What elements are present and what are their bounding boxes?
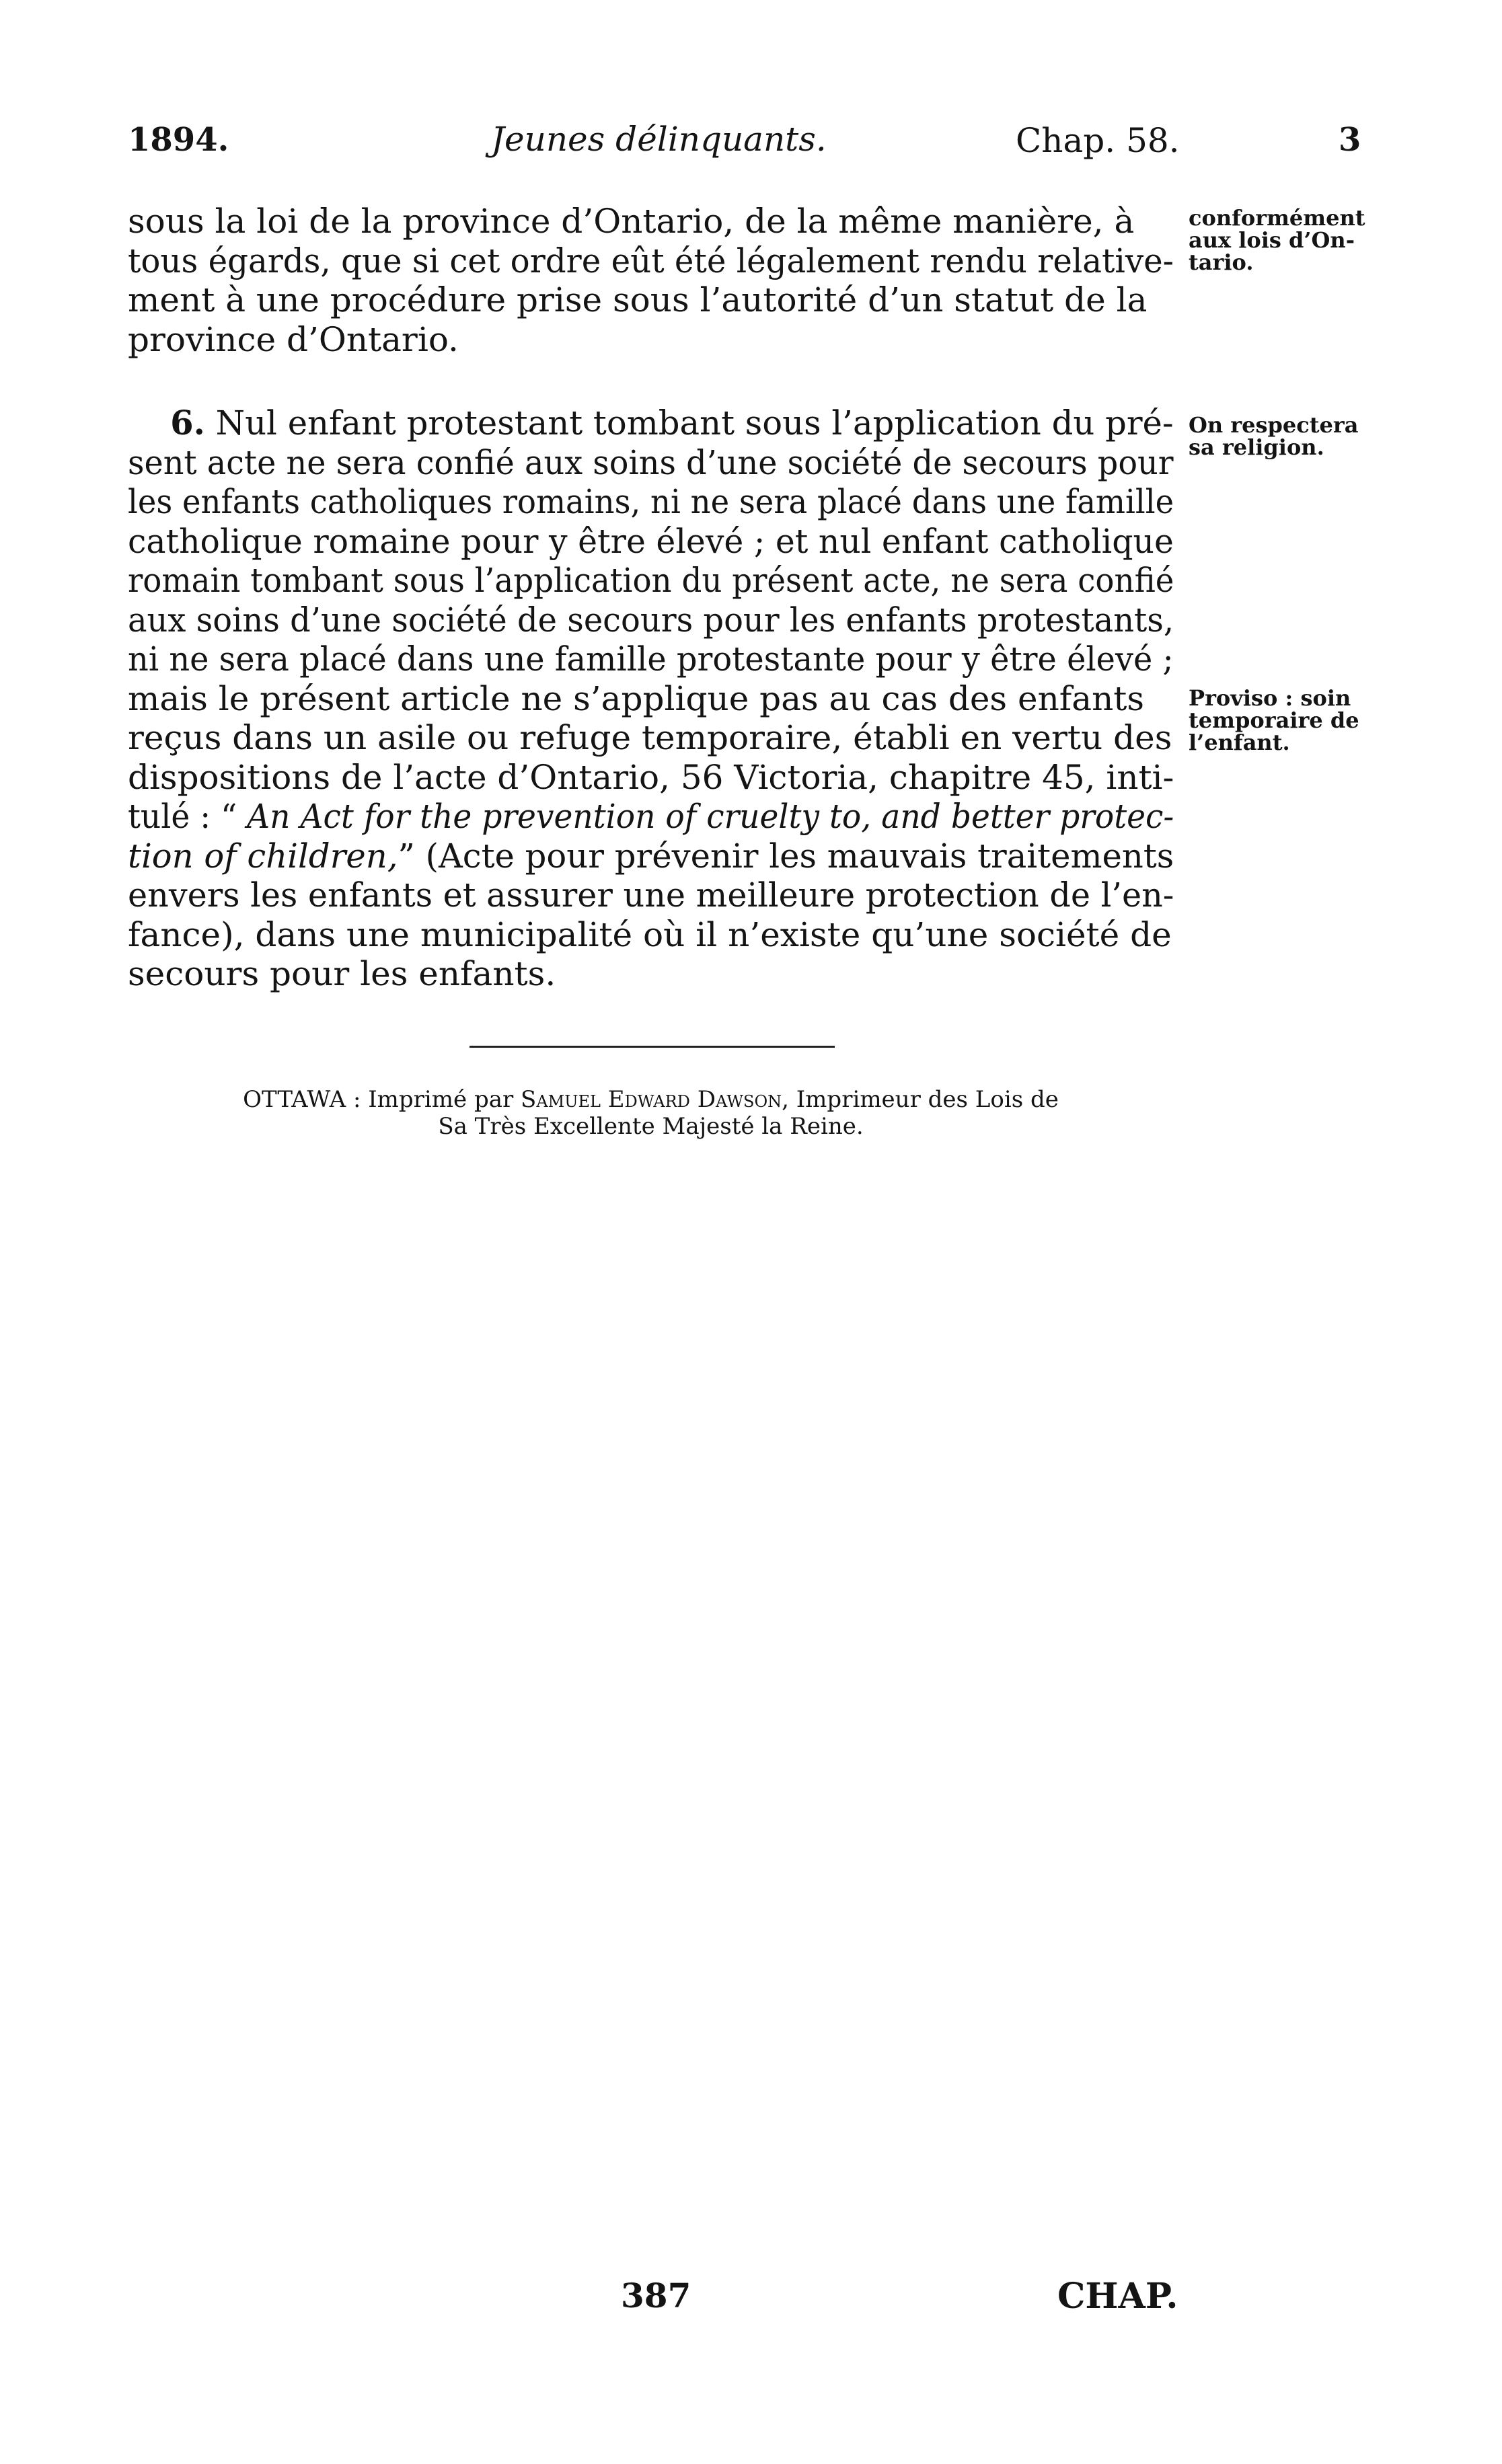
- text-line: sent acte ne sera confié aux soins d’une société de secours pour: [128, 442, 1174, 482]
- header-title: Jeunes délinquants.: [491, 120, 827, 159]
- text-line: dispositions de l’acte d’Ontario, 56 Victoria, chapitre 45, inti-: [128, 757, 1174, 797]
- footer-catchword: CHAP.: [1057, 2276, 1178, 2317]
- text-line: reçus dans un asile ou refuge temporaire, établi en vertu des: [128, 718, 1172, 757]
- margin-note-line: On respectera: [1189, 412, 1359, 438]
- margin-note-line: l’enfant.: [1189, 730, 1290, 755]
- act-title-italic: tion of children,: [128, 836, 398, 876]
- margin-note: [1189, 207, 1363, 274]
- text-line: fance), dans une municipalité où il n’existe qu’une société de: [128, 915, 1172, 954]
- text-line: catholique romaine pour y être élevé ; et nul enfant catholique: [128, 521, 1174, 561]
- margin-note-line: sa religion.: [1189, 434, 1324, 460]
- text-line-rest: ” (Acte pour prévenir les mauvais traitements: [398, 836, 1174, 876]
- imprint-text: OTTAWA : Imprimé par: [243, 1086, 521, 1113]
- text-line: ment à une procédure prise sous l’autorité d’un statut de la: [128, 280, 1148, 319]
- text-line-content: Nul enfant protestant tombant sous l’application du pré-: [215, 403, 1174, 442]
- imprint-line: Sa Très Excellente Majesté la Reine.: [438, 1113, 864, 1140]
- text-line: mais le présent article ne s’applique pas au cas des enfants: [128, 679, 1145, 718]
- margin-note-line: Proviso : soin: [1189, 685, 1351, 711]
- text-line-prefix: tulé : “: [128, 797, 248, 836]
- text-line: [128, 797, 1174, 837]
- text-line: les enfants catholiques romains, ni ne sera placé dans une famille: [128, 482, 1174, 521]
- section-number: 6.: [170, 403, 205, 442]
- act-title-italic: An Act for the prevention of cruelty to, and better protec-: [247, 797, 1174, 836]
- text-line: [128, 836, 1174, 876]
- margin-note: [1189, 687, 1363, 754]
- margin-note: [1189, 414, 1363, 459]
- header-year: 1894.: [128, 121, 229, 159]
- text-line: [128, 403, 1174, 443]
- text-line: ni ne sera placé dans une famille protestante pour y être élevé ;: [128, 640, 1174, 679]
- margin-note-line: tario.: [1189, 249, 1254, 275]
- imprint-text: , Imprimeur des Lois de: [782, 1086, 1059, 1113]
- text-line: tous égards, que si cet ordre eût été légalement rendu relative-: [128, 241, 1174, 280]
- margin-note-line: temporaire de: [1189, 707, 1359, 733]
- text-line: envers les enfants et assurer une meilleure protection de l’en-: [128, 876, 1174, 915]
- margin-note-line: conformément: [1189, 205, 1365, 231]
- footer-page-number: 387: [621, 2276, 691, 2315]
- text-line: secours pour les enfants.: [128, 954, 556, 993]
- section-6-paragraph: [128, 403, 1174, 994]
- paragraph-continuation: [128, 202, 1174, 359]
- text-line: aux soins d’une société de secours pour les enfants protestants,: [128, 600, 1174, 640]
- text-line: province d’Ontario.: [128, 319, 459, 359]
- text-line: sous la loi de la province d’Ontario, de la même manière, à: [128, 202, 1135, 241]
- text-line: romain tombant sous l’application du présent acte, ne sera confié: [128, 561, 1174, 600]
- header-page-number: 3: [1339, 121, 1361, 159]
- horizontal-rule: [470, 1046, 835, 1048]
- margin-note-line: aux lois d’On-: [1189, 227, 1355, 253]
- imprint-line: [128, 1087, 1174, 1112]
- header-chapter: Chap. 58.: [1016, 121, 1180, 160]
- printer-name: Samuel Edward Dawson: [521, 1086, 782, 1113]
